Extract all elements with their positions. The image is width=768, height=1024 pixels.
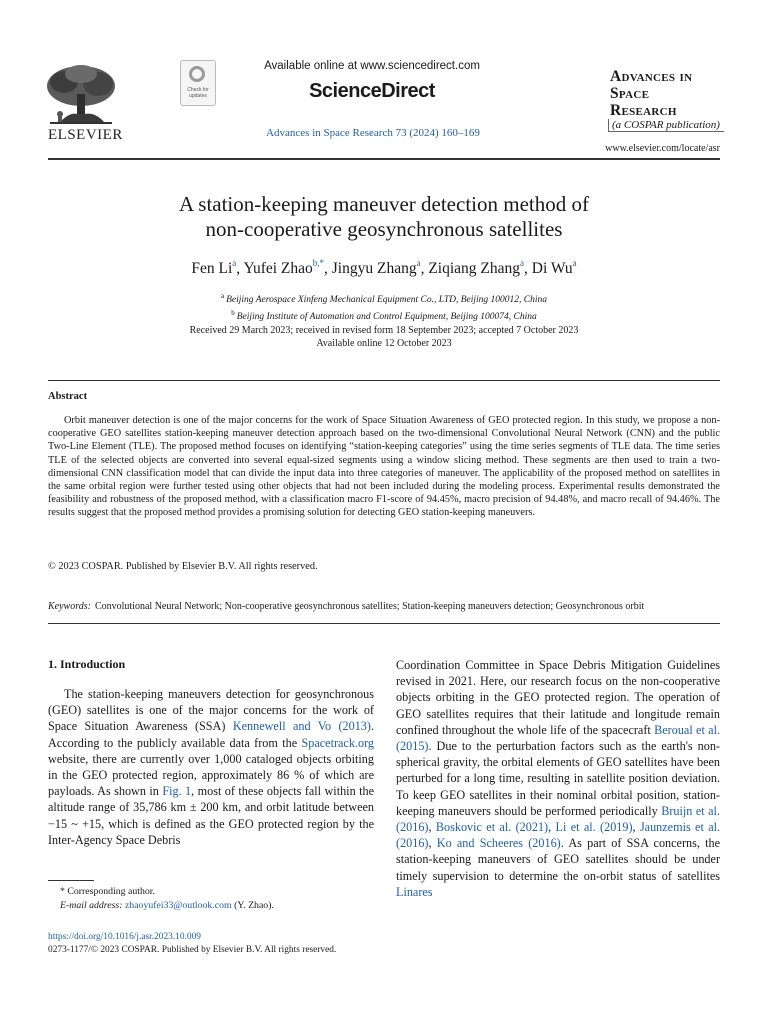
article-title: [60, 192, 708, 242]
figure-link[interactable]: Fig. 1: [162, 784, 192, 799]
citation-link[interactable]: Linares: [396, 884, 433, 899]
citation-link[interactable]: Ko and Scheeres (2016): [436, 836, 561, 851]
affiliation-b: $^b$ Beijing Institute of Automation and Control Equipment, Beijing 100074, China: [231, 309, 537, 322]
email-line: E-mail address: zhaoyufei33@outlook.com (Y. Zhao).: [60, 900, 274, 911]
intro-left-column: The station-keeping maneuvers detection for geosynchronous (GEO) satellites is one of the major concerns for the work of Space Situation Awareness (SSA) Kennewell and Vo (2013). According to the publicly available data from the Spacetrack.org website, there are currently over 1,000 cataloged objects orbiting in the GEO protected region, approximately 86 % of which are payloads. As shown in Fig. 1, most of these objects fall within the altitude range of 35,786 km ± 200 km, and orbit latitude between −15 ~ +15, which is defined as the GEO protected region by the Inter-Agency Space Debris: [48, 687, 374, 847]
citation-link[interactable]: Beroual et al. (2015): [396, 722, 721, 754]
citation-link[interactable]: Jaunzemis et al. (2016): [396, 820, 721, 851]
abstract-top-rule: [48, 380, 720, 381]
affiliations: [60, 290, 708, 324]
citation-link[interactable]: Boskovic et al. (2021): [435, 820, 549, 835]
doi-link[interactable]: https://doi.org/10.1016/j.asr.2023.10.009: [48, 932, 201, 942]
received-dates: Received 29 March 2023; received in revised form 18 September 2023; accepted 7 October 2023: [189, 325, 579, 336]
abstract-copyright: © 2023 COSPAR. Published by Elsevier B.V. All rights reserved.: [48, 561, 318, 572]
author-affiliation-mark[interactable]: a: [232, 258, 237, 268]
section-heading-introduction: 1. Introduction: [48, 657, 126, 671]
header-rule: [48, 158, 720, 160]
keywords: [48, 601, 720, 612]
update-icon: [189, 66, 205, 82]
author-affiliation-mark[interactable]: a: [572, 258, 577, 268]
abstract-heading: Abstract: [48, 391, 88, 402]
abstract-body: Orbit maneuver detection is one of the major concerns for the work of Space Situation Awareness of GEO protected region. In this study, we propose a non-cooperative GEO satellites station-keeping maneuver detection approach based on the two-dimensional Convolutional Neural Network (CNN) and the public Two-Line Element (TLE). The proposed method focuses on identifying “station-keeping categories” using the time series segments of TLE data. The time series TLE of the selected objects are converted into several equal-sized segments using a window slicing method. These segments are then used to train a two-dimensional CNN classification model that can divide the input data into three categories of maneuver. The applicability of the proposed method on satellites in the same orbital region were further tested using other objects that had not been included during the modeling process. Experimental results demonstrated the feasibility and robustness of the proposed method, with a classification macro F1-score of 94.45%, macro precision of 94.48%, and macro recall of 94.46%. The results suggest that the proposed method provides a promising solution for detecting GEO station-keeping maneuvers.: [48, 415, 720, 519]
keywords-label: Keywords:: [48, 601, 91, 612]
affiliation-a: $^a$ Beijing Aerospace Xinfeng Mechanical Equipment Co., LTD, Beijing 100012, China: [220, 292, 548, 305]
journal-name: [610, 68, 730, 119]
keywords-list: Convolutional Neural Network; Non-cooperative geosynchronous satellites; Station-keeping maneuvers detection; Geosynchronous orbit: [94, 601, 645, 612]
author-affiliation-mark[interactable]: b,*: [312, 258, 325, 268]
corresponding-author-note: * Corresponding author.: [60, 886, 155, 897]
check-for-updates-badge[interactable]: [180, 60, 216, 106]
journal-subtitle: (a COSPAR publication): [608, 119, 724, 132]
article-dates: [60, 324, 708, 350]
abstract-bottom-rule: [48, 623, 720, 624]
available-online-text: Available online at www.sciencedirect.com: [264, 60, 480, 72]
author-affiliation-mark[interactable]: a: [416, 258, 421, 268]
journal-name-line-2: Space: [610, 85, 650, 102]
author-name: Jingyu Zhang: [331, 260, 417, 277]
email-link[interactable]: zhaoyufei33@outlook.com: [124, 900, 232, 911]
title-line-2: non-cooperative geosynchronous satellites: [205, 217, 563, 241]
author-name: Fen Li: [191, 260, 233, 277]
title-line-1: A station-keeping maneuver detection method of: [179, 192, 589, 216]
intro-right-column: Coordination Committee in Space Debris Mitigation Guidelines revised in 2021. Here, our research focus on the non-cooperative objects orbiting in the GEO protected region. The operation of GEO satellites requires that their latitude and longitude remain confined throughout the whole life of the spacecraft Beroual et al. (2015). Due to the perturbation factors such as the earth's non-spherical gravity, the orbital elements of GEO satellites have been perturbed for a long time, resulting in satellite position deviation. To keep GEO satellites in their nominal orbital position, station-keeping maneuvers should be performed periodically Bruijn et al. (2016), Boskovic et al. (2021), Li et al. (2019), Jaunzemis et al. (2016), Ko and Scheeres (2016). As part of SSA concerns, the station-keeping maneuvers of GEO satellites should be under timely supervision to determine the on-orbit status of satellites Linares: [396, 658, 721, 899]
citation-link[interactable]: Li et al. (2019): [555, 820, 633, 835]
author-name: Di Wu: [531, 260, 573, 277]
citation-link[interactable]: Bruijn et al. (2016): [396, 803, 720, 835]
journal-name-line-1: Advances in: [610, 68, 693, 85]
badge-text: Check for updates: [187, 87, 209, 99]
author-name: Ziqiang Zhang: [428, 260, 521, 277]
publisher-wordmark: ELSEVIER: [48, 127, 123, 143]
spacetrack-link[interactable]: Spacetrack.org: [301, 735, 374, 750]
journal-name-line-3: Research: [610, 102, 677, 119]
author-list: Fen Li$^a$, Yufei Zhao$^{b,*}$, Jingyu Zhang$^a$, Ziqiang Zhang$^a$, Di Wu$^a$: [191, 258, 577, 277]
citation-link[interactable]: Kennewell and Vo (2013): [232, 719, 371, 734]
issn-copyright: 0273-1177/© 2023 COSPAR. Published by Elsevier B.V. All rights reserved.: [48, 945, 337, 955]
journal-url: www.elsevier.com/locate/asr: [605, 143, 720, 154]
author-name: Yufei Zhao: [243, 260, 313, 277]
author-affiliation-mark[interactable]: a: [520, 258, 525, 268]
sciencedirect-wordmark: ScienceDirect: [309, 80, 435, 102]
journal-citation-link[interactable]: Advances in Space Research 73 (2024) 160–169: [266, 127, 480, 139]
footnote: [48, 885, 374, 913]
online-date: Available online 12 October 2023: [316, 338, 452, 349]
article-footer: [48, 931, 468, 957]
footnote-rule: [48, 880, 94, 881]
